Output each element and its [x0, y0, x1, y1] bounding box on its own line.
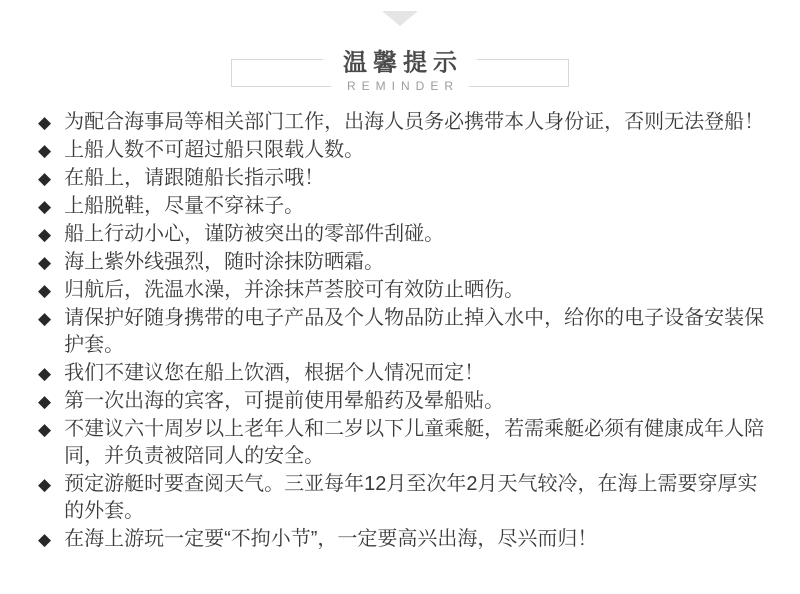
- list-item: [38, 221, 776, 248]
- page-title: 温馨提示: [323, 43, 477, 78]
- list-item: [38, 526, 776, 553]
- diamond-bullet-icon: ◆: [38, 113, 52, 132]
- diamond-bullet-icon: ◆: [38, 169, 52, 188]
- reminder-notice: [0, 11, 800, 594]
- list-item: [38, 305, 776, 359]
- diamond-bullet-icon: ◆: [38, 197, 52, 216]
- diamond-bullet-icon: ◆: [38, 253, 52, 272]
- list-item: [38, 249, 776, 276]
- diamond-bullet-icon: ◆: [38, 141, 52, 160]
- triangle-down-icon: [382, 11, 418, 26]
- diamond-bullet-icon: ◆: [38, 281, 52, 300]
- list-item: [38, 388, 776, 415]
- list-item-text: 海上紫外线强烈，随时涂抹防晒霜。: [64, 251, 385, 273]
- list-item: [38, 165, 776, 192]
- list-item-text: 上船脱鞋，尽量不穿袜子。: [64, 195, 305, 217]
- list-item-text: 在海上游玩一定要“不拘小节”，一定要高兴出海，尽兴而归！: [64, 528, 598, 550]
- list-item-text: 船上行动小心，谨防被突出的零部件刮碰。: [64, 223, 445, 245]
- list-item-text: 预定游艇时要查阅天气。三亚每年12月至次年2月天气较冷，在海上需要穿厚实的外套。: [64, 473, 758, 522]
- list-item: [38, 109, 776, 136]
- list-item: [38, 137, 776, 164]
- list-item: [38, 277, 776, 304]
- list-item-text: 不建议六十周岁以上老年人和二岁以下儿童乘艇，若需乘艇必须有健康成年人陪同，并负责被陪同人的安全。: [64, 418, 765, 467]
- list-item: [38, 193, 776, 220]
- list-item-text: 请保护好随身携带的电子产品及个人物品防止掉入水中，给你的电子设备安装保护套。: [64, 307, 765, 356]
- tips-list: [0, 109, 800, 553]
- diamond-bullet-icon: ◆: [38, 225, 52, 244]
- list-item: [38, 471, 776, 525]
- list-item-text: 在船上，请跟随船长指示哦！: [64, 167, 325, 189]
- list-item-text: 为配合海事局等相关部门工作，出海人员务必携带本人身份证，否则无法登船！: [64, 111, 765, 133]
- diamond-bullet-icon: ◆: [38, 364, 52, 383]
- page-subtitle: REMINDER: [331, 79, 469, 93]
- list-item: [38, 416, 776, 470]
- list-item-text: 我们不建议您在船上饮酒，根据个人情况而定！: [64, 362, 485, 384]
- list-item-text: 第一次出海的宾客，可提前使用晕船药及晕船贴。: [64, 390, 505, 412]
- diamond-bullet-icon: ◆: [38, 530, 52, 549]
- list-item-text: 归航后，洗温水澡，并涂抹芦荟胶可有效防止晒伤。: [64, 279, 525, 301]
- diamond-bullet-icon: ◆: [38, 420, 52, 439]
- diamond-bullet-icon: ◆: [38, 392, 52, 411]
- list-item: [38, 360, 776, 387]
- diamond-bullet-icon: ◆: [38, 309, 52, 328]
- header: [231, 49, 569, 93]
- diamond-bullet-icon: ◆: [38, 475, 52, 494]
- list-item-text: 上船人数不可超过船只限载人数。: [64, 139, 365, 161]
